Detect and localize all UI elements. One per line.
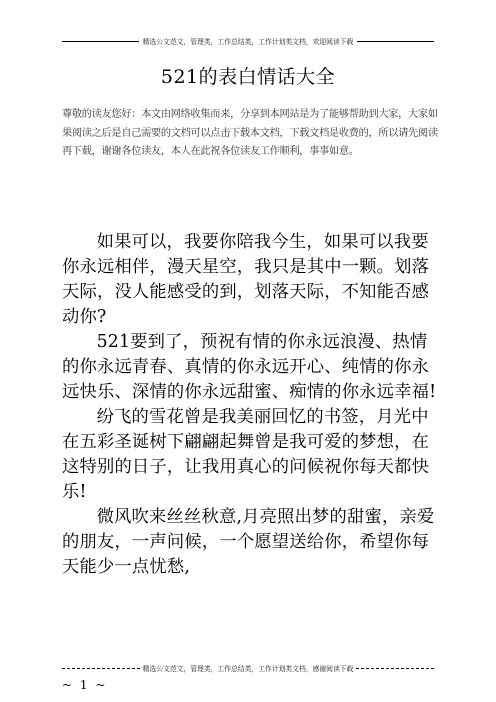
page-number: ~ 1 ~	[62, 678, 108, 692]
paragraph: 纷飞的雪花曾是我美丽回忆的书签，月光中在五彩圣诞树下翩翩起舞曾是我可爱的梦想，在这特别的日子，让我用真心的问候祝你每天都快乐!	[62, 407, 430, 502]
page-header	[62, 36, 434, 46]
footer-rule-right	[356, 668, 434, 669]
header-rule-right	[357, 41, 434, 42]
page-footer	[62, 663, 434, 673]
reader-notice: 尊敬的读友您好：本文由网络收集而来，分享到本网站是为了能够帮助到大家，大家如果阅读之后是自己需要的文档可以点击下载本文档，下载文档是收费的，所以请先阅读再下载，谢谢各位读友，本人在此祝各位读友工作顺利，事事如意。	[62, 109, 438, 157]
document-body	[62, 230, 438, 580]
header-rule-left	[62, 41, 139, 42]
header-text: 精选公文范文，管理类，工作总结类，工作计划类文档，欢迎阅读下载	[142, 38, 354, 46]
paragraph: 如果可以，我要你陪我今生，如果可以我要你永远相伴，漫天星空，我只是其中一颗。划落天际，没人能感受的到，划落天际，不知能否感动你?	[62, 232, 430, 327]
footer-rule-left	[62, 668, 140, 669]
document-title: 521的表白情话大全	[160, 66, 336, 88]
footer-text: 精选公文范文，管理类，工作总结类，工作计划类文档，感谢阅读下载	[142, 665, 354, 673]
paragraph: 微风吹来丝丝秋意,月亮照出梦的甜蜜，亲爱的朋友，一声问候，一个愿望送给你，希望你每天能少一点忧愁,	[62, 507, 435, 577]
paragraph: 521要到了，预祝有情的你永远浪漫、热情的你永远青春、真情的你永远开心、纯情的你永远快乐、深情的你永远甜蜜、痴情的你永远幸福!	[62, 332, 437, 402]
